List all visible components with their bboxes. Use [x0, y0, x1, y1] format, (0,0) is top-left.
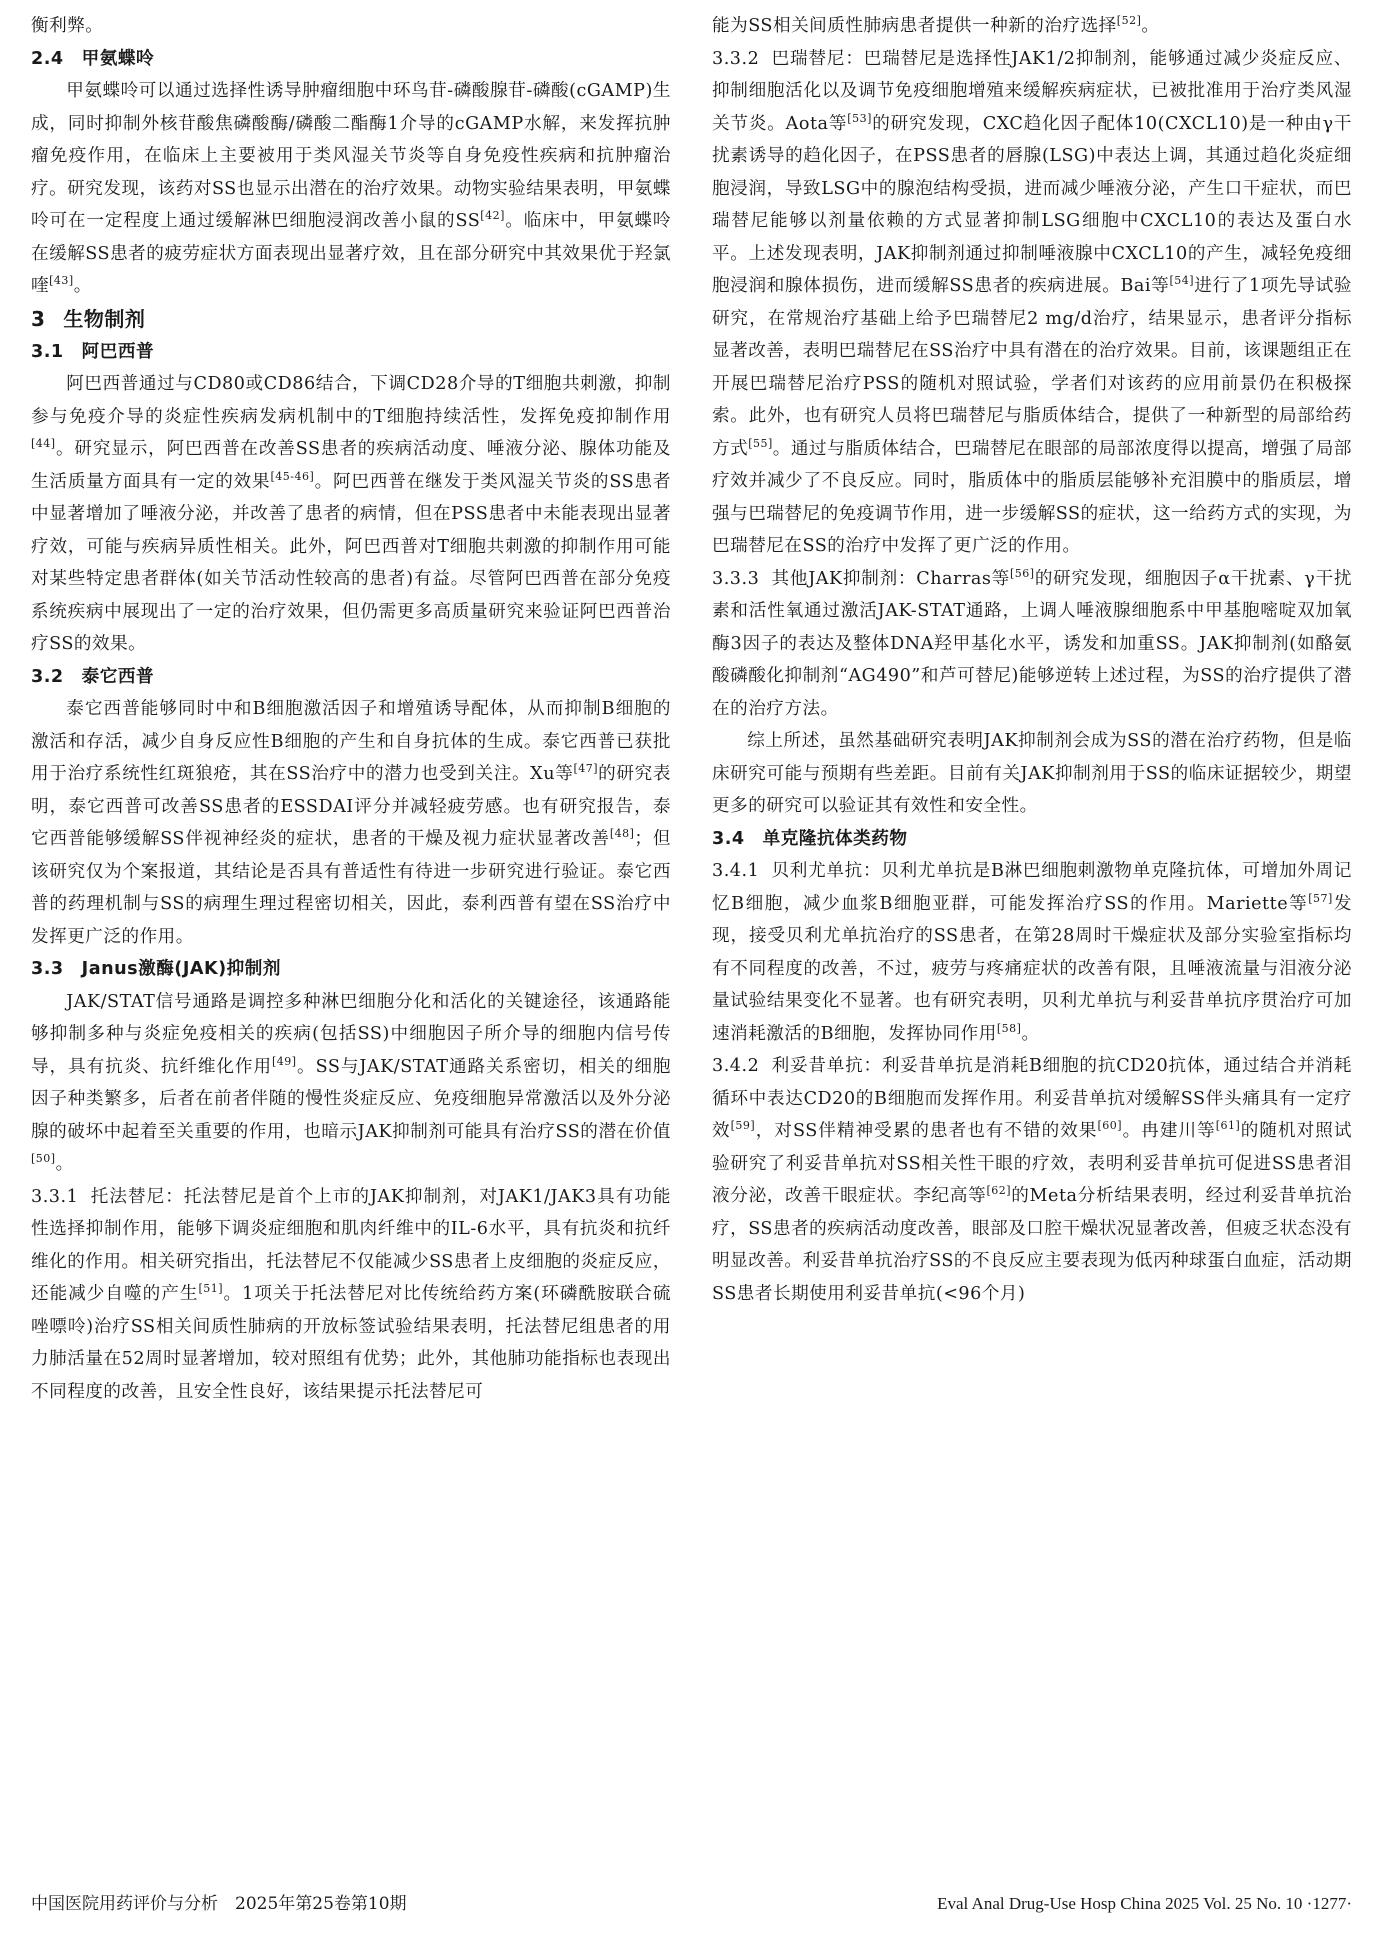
- citation: [59]: [730, 1119, 756, 1133]
- section-heading-2-4: 2.4 甲氨蝶呤: [31, 48, 155, 69]
- citation: [55]: [748, 436, 773, 450]
- citation: [62]: [986, 1184, 1012, 1198]
- section-heading-3-4: 3.4 单克隆抗体类药物: [712, 828, 908, 849]
- citation: [49]: [272, 1054, 297, 1068]
- citation: [43]: [49, 274, 74, 288]
- citation: [53]: [847, 111, 872, 125]
- left-column: [31, 10, 671, 1408]
- paragraph-other-jak: 3.3.3 其他JAK抑制剂：Charras等[56]的研究发现，细胞因子α干扰素、γ干扰素和活性氧通过激活JAK-STAT通路，上调人唾液腺细胞系中甲基胞嘧啶双加氧酶3因子的表达及整体DNA羟甲基化水平，诱发和加重SS。JAK抑制剂(如酪氨酸磷酸化抑制剂“AG490”和芦可替尼)能够逆转上述过程，为SS的治疗提供了潜在的治疗方法。: [712, 566, 1352, 719]
- citation: [42]: [480, 209, 505, 223]
- paragraph-jak-stat: JAK/STAT信号通路是调控多种淋巴细胞分化和活化的关键途径，该通路能够抑制多种与炎症免疫相关的疾病(包括SS)中细胞因子所介导的细胞内信号传导，具有抗炎、抗纤维化作用[49]。SS与JAK/STAT通路关系密切，相关的细胞因子种类繁多，后者在前者伴随的慢性炎症反应、免疫细胞异常激活以及外分泌腺的破坏中起着至关重要的作用，也暗示JAK抑制剂可能具有治疗SS的潜在价值[50]。: [31, 991, 671, 1174]
- citation: [44]: [31, 437, 56, 451]
- citation: [60]: [1097, 1119, 1123, 1133]
- page-footer: [31, 1888, 1352, 1920]
- citation: [45-46]: [270, 469, 315, 483]
- paragraph-abatacept: 阿巴西普通过与CD80或CD86结合，下调CD28介导的T细胞共刺激，抑制参与免疫介导的炎症性疾病发病机制中的T细胞持续活性，发挥免疫抑制作用[44]。研究显示，阿巴西普在改善SS患者的疾病活动度、唾液分泌、腺体功能及生活质量方面具有一定的效果[45-46]。阿巴西普在继发于类风湿关节炎的SS患者中显著增加了唾液分泌，并改善了患者的病情，但在PSS患者中未能表现出显著疗效，可能与疾病异质性相关。此外，阿巴西普对T细胞共刺激的抑制作用可能对某些特定患者群体(如关节活动性较高的患者)有益。尽管阿巴西普在部分免疫系统疾病中展现出了一定的治疗效果，但仍需更多高质量研究来验证阿巴西普治疗SS的效果。: [31, 374, 671, 654]
- section-heading-3-3: 3.3 Janus激酶(JAK)抑制剂: [31, 959, 281, 979]
- paragraph-belimumab: 3.4.1 贝利尤单抗：贝利尤单抗是B淋巴细胞刺激物单克隆抗体，可增加外周记忆B细胞，减少血浆B细胞亚群，可能发挥治疗SS的作用。Mariette等[57]发现，接受贝利尤单抗治疗的SS患者，在第28周时干燥症状及部分实验室指标均有不同程度的改善，不过，疲劳与疼痛症状的改善有限，且唾液流量与泪液分泌量试验结果变化不显著。也有研究表明，贝利尤单抗与利妥昔单抗序贯治疗可加速消耗激活的B细胞，发挥协同作用[58]。: [712, 861, 1352, 1044]
- citation: [52]: [1116, 14, 1142, 28]
- paragraph-telitacicept: 泰它西普能够同时中和B细胞激活因子和增殖诱导配体，从而抑制B细胞的激活和存活，减少自身反应性B细胞的产生和自身抗体的生成。泰它西普已获批用于治疗系统性红斑狼疮，其在SS治疗中的潜力也受到关注。Xu等[47]的研究表明，泰它西普可改善SS患者的ESSDAI评分并减轻疲劳感。也有研究报告，泰它西普能够缓解SS伴视神经炎的症状，患者的干燥及视力症状显著改善[48]；但该研究仅为个案报道，其结论是否具有普适性有待进一步研究进行验证。泰它西普的药理机制与SS的病理生理过程密切相关，因此，泰利西普有望在SS治疗中发挥更广泛的作用。: [31, 699, 671, 947]
- section-heading-3-2: 3.2 泰它西普: [31, 666, 155, 687]
- paragraph-continuation: 衡利弊。: [31, 16, 104, 36]
- right-column: [712, 10, 1352, 1310]
- journal-name-en-page: Eval Anal Drug-Use Hosp China 2025 Vol. 25 No. 10 ·1277·: [937, 1894, 1352, 1913]
- paragraph-baricitinib: 3.3.2 巴瑞替尼：巴瑞替尼是选择性JAK1/2抑制剂，能够通过减少炎症反应、抑制细胞活化以及调节免疫细胞增殖来缓解疾病症状，已被批准用于治疗类风湿关节炎。Aota等[53]的研究发现，CXC趋化因子配体10(CXCL10)是一种由γ干扰素诱导的趋化因子，在PSS患者的唇腺(LSG)中表达上调，其通过趋化炎症细胞浸润，导致LSG中的腺泡结构受损，进而减少唾液分泌，产生口干症状，而巴瑞替尼能够以剂量依赖的方式显著抑制LSG细胞中CXCL10的表达及蛋白水平。上述发现表明，JAK抑制剂通过抑制唾液腺中CXCL10的产生，减轻免疫细胞浸润和腺体损伤，进而缓解SS患者的疾病进展。Bai等[54]进行了1项先导试验研究，在常规治疗基础上给予巴瑞替尼2 mg/d治疗，结果显示，患者评分指标显著改善，表明巴瑞替尼在SS治疗中具有潜在的治疗效果。目前，该课题组正在开展巴瑞替尼治疗PSS的随机对照试验，学者们对该药的应用前景仍在积极探索。此外，也有研究人员将巴瑞替尼与脂质体结合，提供了一种新型的局部给药方式[55]。通过与脂质体结合，巴瑞替尼在眼部的局部浓度得以提高，增强了局部疗效并减少了不良反应。同时，脂质体中的脂质层能够补充泪膜中的脂质层，增强与巴瑞替尼的免疫调节作用，进一步缓解SS的症状，这一给药方式的实现，为巴瑞替尼在SS的治疗中发挥了更广泛的作用。: [712, 48, 1353, 556]
- citation: [56]: [1009, 566, 1035, 580]
- paragraph-continuation: 能为SS相关间质性肺病患者提供一种新的治疗选择[52]。: [712, 14, 1160, 36]
- citation: [50]: [31, 1152, 56, 1166]
- paragraph-summary: 综上所述，虽然基础研究表明JAK抑制剂会成为SS的潜在治疗药物，但是临床研究可能与预期有些差距。目前有关JAK抑制剂用于SS的临床证据较少，期望更多的研究可以验证其有效性和安全性。: [712, 731, 1352, 816]
- section-heading-3-1: 3.1 阿巴西普: [31, 341, 155, 362]
- citation: [48]: [609, 827, 635, 841]
- citation: [47]: [573, 762, 599, 776]
- citation: [57]: [1308, 891, 1333, 905]
- citation: [61]: [1215, 1119, 1241, 1133]
- paragraph-methotrexate: 甲氨蝶呤可以通过选择性诱导肿瘤细胞中环鸟苷-磷酸腺苷-磷酸(cGAMP)生成，同时抑制外核苷酸焦磷酸酶/磷酸二酯酶1介导的cGAMP水解，来发挥抗肿瘤免疫作用，在临床上主要被用于类风湿关节炎等自身免疫性疾病和抗肿瘤治疗。研究发现，该药对SS也显示出潜在的治疗效果。动物实验结果表明，甲氨蝶呤可在一定程度上通过缓解淋巴细胞浸润改善小鼠的SS[42]。临床中，甲氨蝶呤在缓解SS患者的疲劳症状方面表现出显著疗效，且在部分研究中其效果优于羟氯喹[43]。: [31, 81, 671, 296]
- paragraph-tofacitinib: 3.3.1 托法替尼：托法替尼是首个上市的JAK抑制剂，对JAK1/JAK3具有功能性选择抑制作用，能够下调炎症细胞和肌肉纤维中的IL-6水平，具有抗炎和抗纤维化的作用。相关研究指出，托法替尼不仅能减少SS患者上皮细胞的炎症反应，还能减少自噬的产生[51]。1项关于托法替尼对比传统给药方案(环磷酰胺联合硫唑嘌呤)治疗SS相关间质性肺病的开放标签试验结果表明，托法替尼组患者的用力肺活量在52周时显著增加，较对照组有优势；此外，其他肺功能指标也表现出不同程度的改善，且安全性良好，该结果提示托法替尼可: [31, 1186, 671, 1402]
- paragraph-rituximab: 3.4.2 利妥昔单抗：利妥昔单抗是消耗B细胞的抗CD20抗体，通过结合并消耗循环中表达CD20的B细胞而发挥作用。利妥昔单抗对缓解SS伴头痛具有一定疗效[59]，对SS伴精神受累的患者也有不错的效果[60]。冉建川等[61]的随机对照试验研究了利妥昔单抗对SS相关性干眼的疗效，表明利妥昔单抗可促进SS患者泪液分泌，改善干眼症状。李纪高等[62]的Meta分析结果表明，经过利妥昔单抗治疗，SS患者的疾病活动度改善，眼部及口腔干燥状况显著改善，但疲乏状态没有明显改善。利妥昔单抗治疗SS的不良反应主要表现为低丙种球蛋白血症，活动期SS患者长期使用利妥昔单抗(<96个月): [712, 1056, 1352, 1304]
- citation: [51]: [198, 1282, 224, 1296]
- section-heading-3: 3 生物制剂: [31, 306, 146, 331]
- journal-name-cn: 中国医院用药评价与分析 2025年第25卷第10期: [31, 1894, 407, 1914]
- citation: [54]: [1169, 274, 1195, 288]
- citation: [58]: [996, 1021, 1022, 1035]
